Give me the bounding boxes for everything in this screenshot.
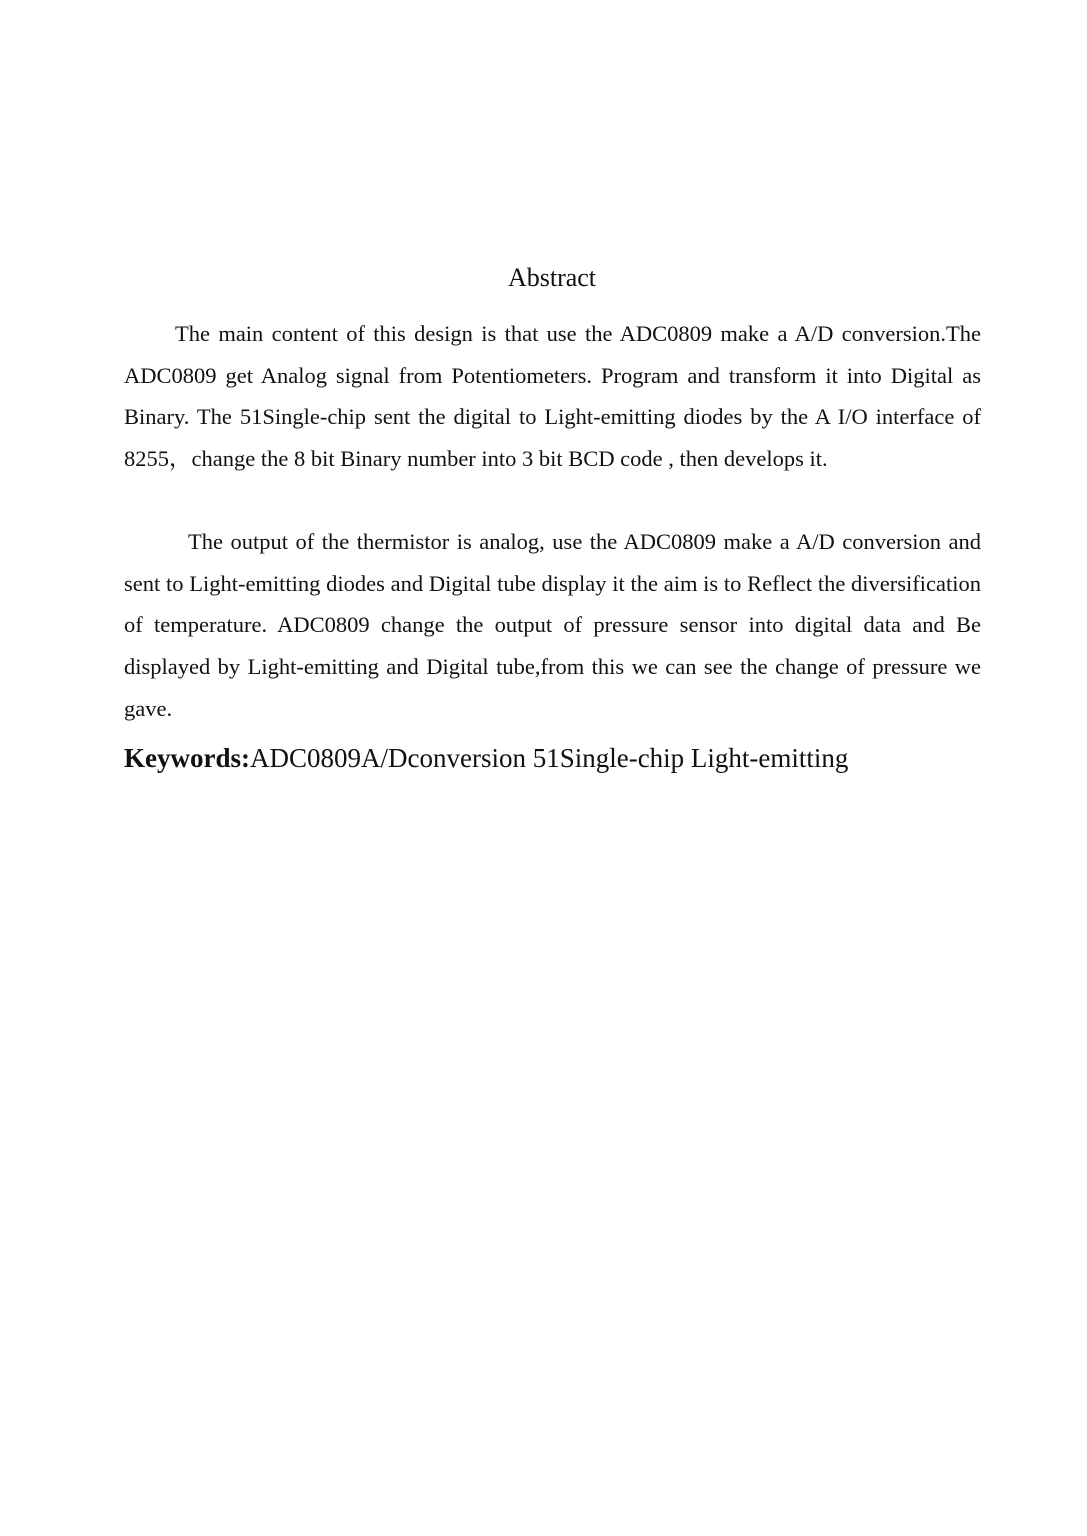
abstract-paragraph-1: The main content of this design is that use the ADC0809 make a A/D conversion.The ADC0809 get Analog signal from Potentiometers. Program and transform it into Digital as Binary. The 51Single-chip sent the digital to Light-emitting diodes by the A I/O interface of 8255，change the 8 bit Binary number into 3 bit BCD code , then develops it. xyxy=(124,321,981,472)
abstract-title: Abstract xyxy=(507,263,597,292)
keywords-label: Keywords: xyxy=(124,743,250,773)
keywords-line xyxy=(124,740,1024,776)
keywords-text: ADC0809A/Dconversion 51Single-chip Light-emitting xyxy=(249,743,849,773)
abstract-paragraph-2: The output of the thermistor is analog, use the ADC0809 make a A/D conversion and sent to Light-emitting diodes and Digital tube display it the aim is to Reflect the diversification of temperature. ADC0809 change the output of pressure sensor into digital data and Be displayed by Light-emitting and Digital tube,from this we can see the change of pressure we gave. xyxy=(124,529,981,721)
